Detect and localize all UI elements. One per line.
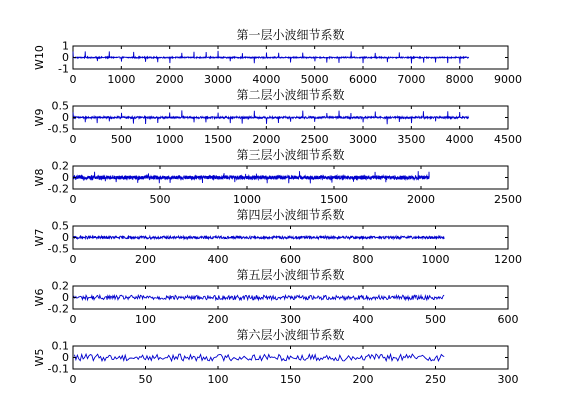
x-tick-label: 0	[69, 73, 77, 86]
subplot-title: 第五层小波细节系数	[236, 268, 345, 282]
series-line	[73, 51, 469, 64]
x-tick-label: 400	[207, 253, 229, 266]
series-line	[74, 354, 444, 361]
x-tick-label: 2000	[252, 133, 281, 146]
x-tick-label: 9000	[494, 73, 522, 86]
axes-box	[73, 346, 508, 369]
subplot-title: 第一层小波细节系数	[236, 28, 345, 42]
x-tick-label: 2000	[155, 73, 184, 86]
y-tick-label: 0	[62, 351, 69, 364]
x-tick-label: 1500	[320, 193, 348, 206]
x-tick-label: 6000	[349, 73, 377, 86]
series-line	[74, 295, 444, 300]
x-tick-label: 200	[207, 313, 229, 326]
x-tick-label: 0	[69, 133, 77, 146]
x-tick-label: 1200	[494, 253, 522, 266]
y-axis-label: W5	[33, 348, 46, 367]
x-tick-label: 8000	[445, 73, 474, 86]
x-tick-label: 5000	[300, 73, 329, 86]
x-tick-label: 0	[69, 253, 77, 266]
y-tick-label: 0.5	[51, 99, 69, 113]
x-tick-label: 1500	[204, 133, 232, 146]
x-tick-label: 50	[138, 373, 153, 386]
subplot-title: 第六层小波细节系数	[236, 328, 345, 342]
x-tick-label: 600	[280, 253, 301, 266]
x-tick-label: 500	[425, 313, 446, 326]
x-tick-label: 1000	[233, 193, 261, 206]
x-tick-label: 4500	[494, 133, 522, 146]
series-line	[73, 110, 469, 124]
x-tick-label: 2500	[300, 133, 329, 146]
subplot-3	[33, 147, 522, 206]
y-tick-label: 0	[62, 111, 69, 124]
subplot-1	[33, 27, 522, 86]
x-tick-label: 3000	[204, 73, 232, 86]
x-tick-label: 200	[352, 373, 374, 386]
x-tick-label: 150	[280, 373, 301, 386]
x-tick-label: 500	[110, 133, 132, 146]
x-tick-label: 0	[69, 193, 77, 206]
y-axis-label: W9	[33, 108, 46, 127]
y-tick-label: 0	[62, 291, 69, 304]
x-tick-label: 3500	[397, 133, 426, 146]
x-tick-label: 100	[135, 313, 156, 326]
y-tick-label: 0	[62, 171, 69, 184]
x-tick-label: 300	[497, 373, 519, 386]
subplot-title: 第三层小波细节系数	[236, 148, 345, 162]
x-tick-label: 500	[149, 193, 171, 206]
series-line	[73, 236, 444, 239]
x-tick-label: 800	[352, 253, 374, 266]
x-tick-label: 0	[69, 313, 77, 326]
y-tick-label: 0.5	[51, 219, 69, 233]
x-tick-label: 1000	[421, 253, 450, 266]
subplot-4	[33, 207, 522, 266]
y-tick-label: 1	[62, 39, 69, 53]
y-tick-label: -0.5	[47, 242, 69, 256]
x-tick-label: 1000	[107, 73, 136, 86]
subplot-2	[33, 87, 522, 146]
x-tick-label: 0	[69, 373, 77, 386]
y-tick-label: 0.2	[51, 159, 69, 173]
x-tick-label: 2000	[407, 193, 435, 206]
x-tick-label: 400	[352, 313, 374, 326]
x-tick-label: 2500	[494, 193, 522, 206]
y-axis-label: W10	[33, 45, 46, 70]
y-tick-label: -0.5	[47, 122, 69, 136]
y-axis-label: W6	[33, 288, 46, 307]
y-tick-label: -0.2	[47, 182, 69, 196]
y-axis-label: W7	[33, 228, 46, 247]
x-tick-label: 4000	[252, 73, 281, 86]
x-tick-label: 1000	[155, 133, 184, 146]
x-tick-label: 3000	[349, 133, 377, 146]
series-line	[73, 171, 429, 183]
subplot-6	[33, 327, 519, 386]
y-tick-label: -0.2	[47, 302, 69, 316]
y-tick-label: -1	[58, 62, 69, 76]
y-tick-label: -0.1	[47, 362, 69, 376]
subplot-5	[33, 267, 519, 326]
y-tick-label: 0.1	[51, 339, 69, 353]
y-tick-label: 0	[62, 51, 69, 64]
subplot-title: 第二层小波细节系数	[236, 88, 345, 102]
x-tick-label: 7000	[397, 73, 426, 86]
x-tick-label: 600	[497, 313, 519, 326]
subplot-title: 第四层小波细节系数	[236, 208, 345, 222]
x-tick-label: 200	[135, 253, 156, 266]
x-tick-label: 4000	[445, 133, 474, 146]
y-tick-label: 0	[62, 231, 69, 244]
y-axis-label: W8	[33, 168, 46, 187]
x-tick-label: 100	[207, 373, 229, 386]
x-tick-label: 300	[280, 313, 301, 326]
y-tick-label: 0.2	[51, 279, 69, 293]
x-tick-label: 250	[425, 373, 446, 386]
